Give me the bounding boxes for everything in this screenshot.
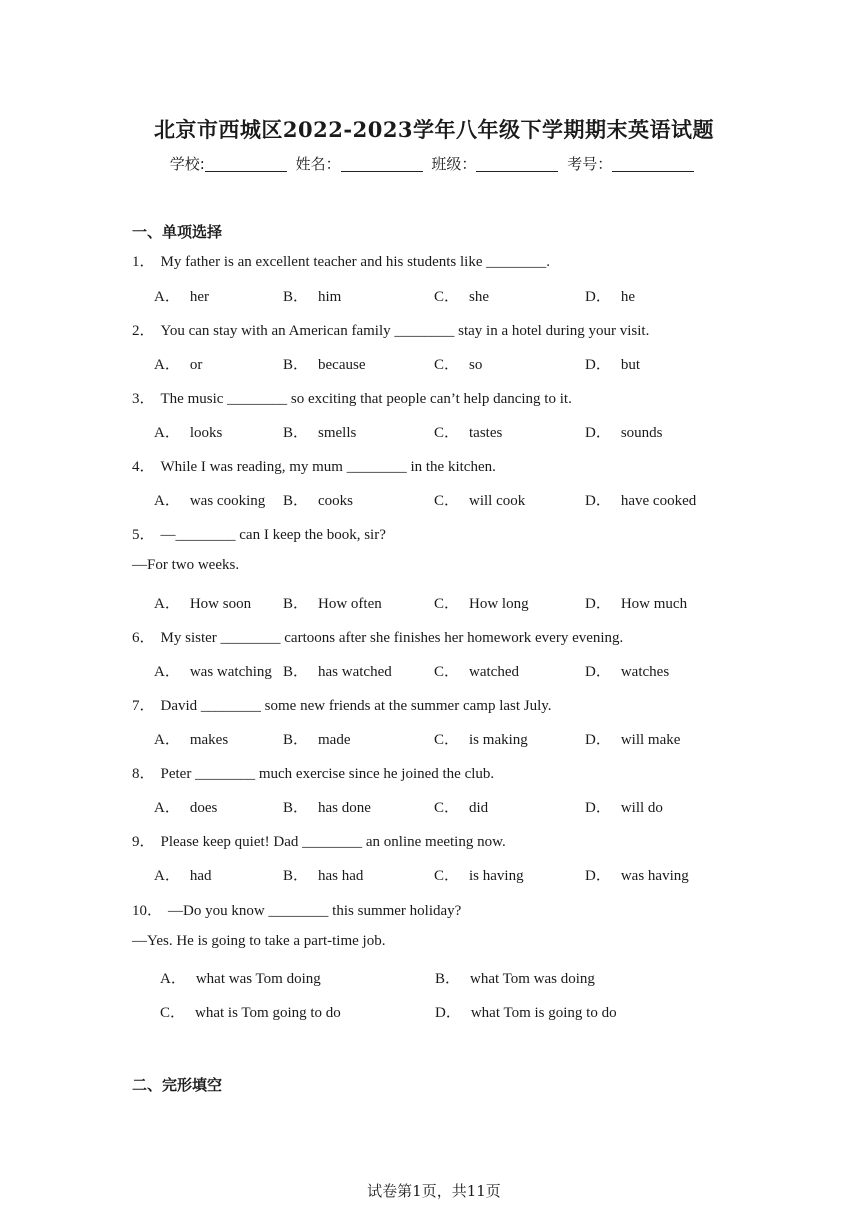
question-3 xyxy=(132,387,572,408)
option-text: has done xyxy=(318,800,371,816)
option-text: he xyxy=(620,289,636,305)
option-b xyxy=(283,285,341,306)
option-c xyxy=(434,285,489,306)
option-letter: A． xyxy=(154,425,180,441)
page-footer: 试卷第1页，共11页 xyxy=(367,1182,501,1200)
student-info-line xyxy=(0,153,868,174)
option-text: makes xyxy=(189,732,229,748)
option-letter: A． xyxy=(154,868,180,884)
question-text: Peter ________ much exercise since he joined the club. xyxy=(160,766,495,782)
option-d xyxy=(585,660,669,681)
question-text: Please keep quiet! Dad ________ an online meeting now. xyxy=(160,834,506,850)
option-letter: D． xyxy=(585,289,611,305)
option-text: How much xyxy=(620,596,688,612)
option-c xyxy=(434,728,528,749)
option-text: was having xyxy=(620,868,689,884)
option-text: what was Tom doing xyxy=(195,971,321,987)
section-title-single-choice: 一、单项选择 xyxy=(132,223,223,241)
option-text: had xyxy=(189,868,212,884)
class-label: 班级： xyxy=(431,155,477,173)
dialog-reply: —For two weeks. xyxy=(132,557,240,573)
option-a xyxy=(154,489,265,510)
option-text: what Tom is going to do xyxy=(470,1005,617,1021)
option-text: How often xyxy=(318,596,382,612)
option-letter: C． xyxy=(434,493,460,509)
option-text: because xyxy=(318,357,366,373)
option-letter: B． xyxy=(283,289,309,305)
question-text: The music ________ so exciting that people can’t help dancing to it. xyxy=(160,391,572,407)
option-letter: C． xyxy=(434,664,460,680)
option-b xyxy=(283,353,365,374)
option-c xyxy=(434,489,525,510)
option-text: what Tom was doing xyxy=(470,971,595,987)
option-letter: C． xyxy=(434,868,460,884)
question-number: 10． xyxy=(132,903,163,919)
option-letter: A． xyxy=(154,289,180,305)
question-number: 9． xyxy=(132,834,155,850)
option-letter: B． xyxy=(283,732,309,748)
option-letter: D． xyxy=(585,732,611,748)
option-b xyxy=(283,489,353,510)
option-letter: B． xyxy=(435,971,461,987)
option-b xyxy=(283,728,351,749)
section-title-cloze: 二、完形填空 xyxy=(132,1076,223,1094)
option-letter: B． xyxy=(283,596,309,612)
question-text: —________ can I keep the book, sir? xyxy=(160,527,386,543)
option-text: cooks xyxy=(318,493,354,509)
option-b xyxy=(283,592,382,613)
option-text: has had xyxy=(318,868,364,884)
option-letter: B． xyxy=(283,493,309,509)
question-text: —Do you know ________ this summer holiday? xyxy=(168,903,462,919)
option-c xyxy=(160,1001,341,1022)
option-c xyxy=(434,353,482,374)
question-text: My sister ________ cartoons after she finishes her homework every evening. xyxy=(160,630,624,646)
option-a xyxy=(154,421,222,442)
option-text: sounds xyxy=(620,425,663,441)
question-number: 2． xyxy=(132,323,155,339)
option-text: so xyxy=(469,357,483,373)
exam-number-blank xyxy=(612,157,694,172)
question-7 xyxy=(132,694,552,715)
option-text: she xyxy=(469,289,490,305)
option-a xyxy=(154,796,217,817)
option-text: was cooking xyxy=(189,493,266,509)
option-text: watched xyxy=(469,664,519,680)
option-text: tastes xyxy=(469,425,503,441)
option-c xyxy=(434,592,529,613)
exam-number-label: 考号： xyxy=(567,155,613,173)
option-text: has watched xyxy=(318,664,392,680)
option-letter: D． xyxy=(585,357,611,373)
option-d xyxy=(585,592,687,613)
option-letter: A． xyxy=(154,800,180,816)
option-a xyxy=(154,728,228,749)
option-d xyxy=(585,421,663,442)
question-text: My father is an excellent teacher and his students like ________. xyxy=(160,254,550,270)
option-letter: A． xyxy=(154,357,180,373)
option-b xyxy=(283,864,363,885)
option-b xyxy=(283,796,371,817)
option-letter: D． xyxy=(585,800,611,816)
option-text: is making xyxy=(469,732,528,748)
option-d xyxy=(585,285,635,306)
option-a xyxy=(154,353,202,374)
question-number: 7． xyxy=(132,698,155,714)
question-text: While I was reading, my mum ________ in the kitchen. xyxy=(160,459,496,475)
option-d xyxy=(585,728,680,749)
option-letter: A． xyxy=(154,732,180,748)
option-c xyxy=(434,421,502,442)
option-d xyxy=(585,489,696,510)
question-2 xyxy=(132,319,649,340)
exam-title: 北京市西城区2022-2023学年八年级下学期期末英语试题 xyxy=(153,117,715,142)
question-text: You can stay with an American family ________ stay in a hotel during your visit. xyxy=(160,323,650,339)
option-letter: D． xyxy=(435,1005,461,1021)
option-letter: D． xyxy=(585,868,611,884)
question-number: 3． xyxy=(132,391,155,407)
option-text: what is Tom going to do xyxy=(195,1005,341,1021)
school-blank xyxy=(205,157,287,172)
question-number: 5． xyxy=(132,527,155,543)
question-number: 1． xyxy=(132,254,155,270)
name-blank xyxy=(341,157,423,172)
option-letter: D． xyxy=(585,493,611,509)
option-letter: D． xyxy=(585,596,611,612)
option-text: will cook xyxy=(469,493,526,509)
option-text: her xyxy=(189,289,209,305)
option-d xyxy=(585,864,689,885)
option-d xyxy=(585,796,663,817)
name-label: 姓名： xyxy=(295,155,341,173)
option-text: is having xyxy=(469,868,524,884)
question-number: 6． xyxy=(132,630,155,646)
option-text: looks xyxy=(189,425,223,441)
option-letter: D． xyxy=(585,425,611,441)
option-text: How long xyxy=(469,596,529,612)
option-letter: A． xyxy=(160,971,186,987)
option-letter: C． xyxy=(434,596,460,612)
question-10 xyxy=(132,899,461,920)
option-letter: C． xyxy=(434,800,460,816)
option-letter: A． xyxy=(154,596,180,612)
option-letter: D． xyxy=(585,664,611,680)
question-6 xyxy=(132,626,623,647)
dialog-reply: —Yes. He is going to take a part-time job. xyxy=(132,933,386,949)
option-text: was watching xyxy=(189,664,272,680)
option-text: does xyxy=(189,800,218,816)
option-a xyxy=(154,864,212,885)
option-text: but xyxy=(620,357,641,373)
option-c xyxy=(434,864,524,885)
question-number: 4． xyxy=(132,459,155,475)
option-a xyxy=(154,592,251,613)
option-letter: C． xyxy=(434,289,460,305)
option-d xyxy=(435,1001,617,1022)
option-text: made xyxy=(318,732,351,748)
option-b xyxy=(435,967,595,988)
option-text: watches xyxy=(620,664,670,680)
option-text: will make xyxy=(620,732,681,748)
question-number: 8． xyxy=(132,766,155,782)
question-8 xyxy=(132,762,494,783)
option-text: him xyxy=(318,289,342,305)
school-label: 学校: xyxy=(169,155,205,173)
option-letter: B． xyxy=(283,800,309,816)
question-4 xyxy=(132,455,496,476)
option-text: have cooked xyxy=(620,493,697,509)
option-letter: B． xyxy=(283,868,309,884)
option-text: will do xyxy=(620,800,663,816)
option-d xyxy=(585,353,640,374)
option-c xyxy=(434,796,488,817)
question-9 xyxy=(132,830,506,851)
option-a xyxy=(154,660,272,681)
option-letter: B． xyxy=(283,664,309,680)
option-letter: B． xyxy=(283,357,309,373)
option-c xyxy=(434,660,519,681)
option-text: or xyxy=(189,357,203,373)
option-text: smells xyxy=(318,425,357,441)
option-text: How soon xyxy=(189,596,252,612)
option-a xyxy=(160,967,321,988)
option-letter: C． xyxy=(434,732,460,748)
class-blank xyxy=(476,157,558,172)
option-letter: C． xyxy=(160,1005,186,1021)
option-letter: A． xyxy=(154,493,180,509)
option-text: did xyxy=(469,800,489,816)
option-b xyxy=(283,660,392,681)
option-b xyxy=(283,421,356,442)
option-letter: C． xyxy=(434,425,460,441)
option-a xyxy=(154,285,209,306)
option-letter: C． xyxy=(434,357,460,373)
option-letter: A． xyxy=(154,664,180,680)
question-1 xyxy=(132,250,550,271)
question-text: David ________ some new friends at the summer camp last July. xyxy=(160,698,552,714)
question-5 xyxy=(132,523,386,544)
option-letter: B． xyxy=(283,425,309,441)
